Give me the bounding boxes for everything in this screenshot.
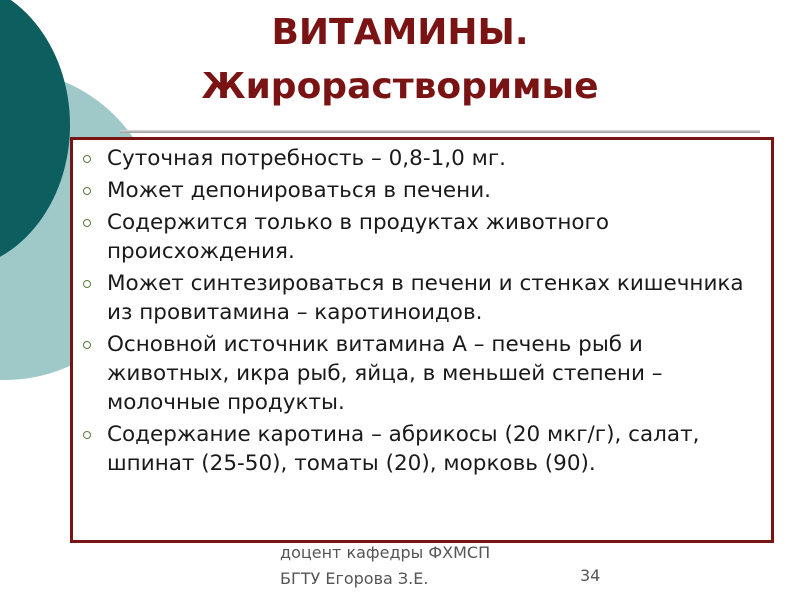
title-line-2: Жирорастворимые (201, 66, 599, 107)
hollow-circle-icon (83, 187, 91, 195)
hollow-circle-icon (83, 219, 91, 227)
bullet-text: Может депонироваться в печени. (107, 178, 492, 203)
footer-author (280, 540, 540, 592)
bullet-text: Суточная потребность – 0,8-1,0 мг. (107, 146, 506, 171)
title-underline (120, 130, 760, 133)
bullet-text: Содержится только в продуктах животного происхождения. (107, 210, 609, 264)
bullet-text: Основной источник витамина А – печень рыб и животных, икра рыб, яйца, в меньшей степени – молочные продукты. (107, 332, 663, 415)
bullet-item (81, 269, 759, 327)
hollow-circle-icon (83, 341, 91, 349)
footer-line-1: доцент кафедры ФХМСП (280, 543, 491, 562)
footer-line-2: БГТУ Егорова З.Е. (280, 569, 429, 588)
bullet-item (81, 176, 759, 205)
bullet-item (81, 420, 759, 478)
hollow-circle-icon (83, 155, 91, 163)
bullet-text: Может синтезироваться в печени и стенках кишечника из провитамина – каротиноидов. (107, 271, 744, 325)
slide-title (150, 6, 650, 114)
page-number: 34 (580, 566, 601, 585)
bullet-text: Содержание каротина – абрикосы (20 мкг/г), салат, шпинат (25-50), томаты (20), морковь (90). (107, 422, 700, 476)
bullet-list (81, 144, 759, 478)
hollow-circle-icon (83, 431, 91, 439)
title-line-1: ВИТАМИНЫ. (271, 12, 529, 53)
bullet-item (81, 208, 759, 266)
bullet-item (81, 144, 759, 173)
hollow-circle-icon (83, 280, 91, 288)
content-box (70, 137, 774, 543)
bullet-item (81, 330, 759, 417)
